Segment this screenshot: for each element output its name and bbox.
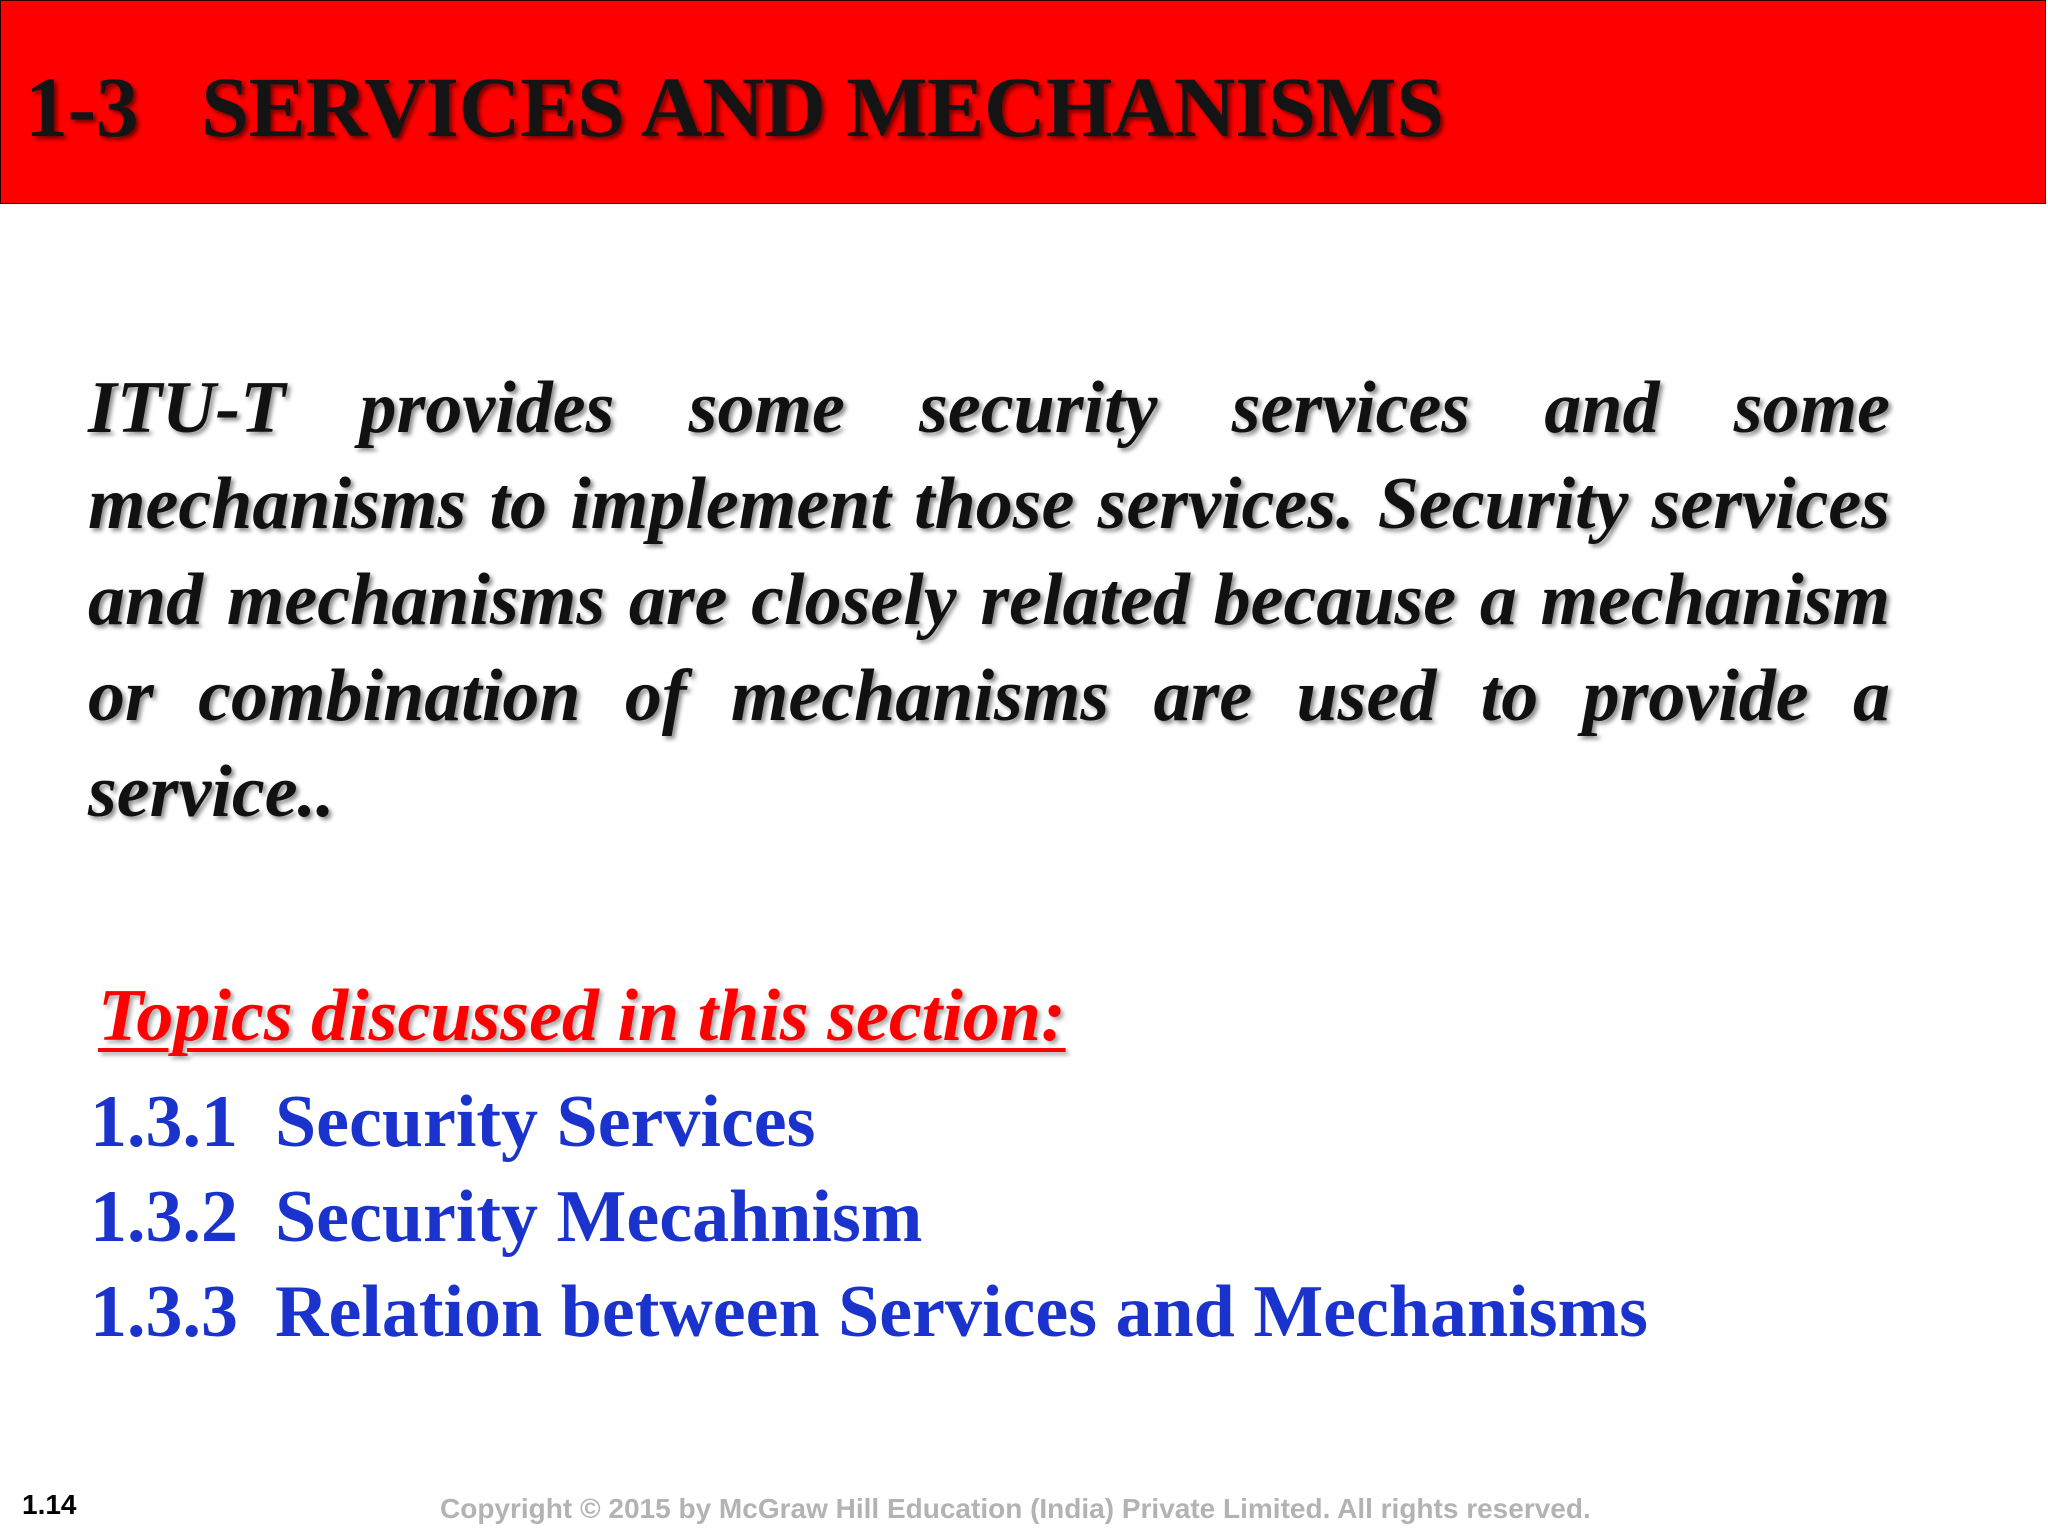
topics-heading: Topics discussed in this section: xyxy=(98,975,1066,1057)
topics-list xyxy=(90,1075,1648,1360)
title-bar xyxy=(0,0,2046,204)
slide-number: 1.14 xyxy=(22,1489,77,1520)
topic-item-1-3-2: 1.3.2 Security Mecahnism xyxy=(90,1176,923,1258)
slide-title: 1-3 SERVICES AND MECHANISMS xyxy=(25,59,1444,155)
topic-item-1-3-3: 1.3.3 Relation between Services and Mechanisms xyxy=(90,1271,1648,1353)
copyright-notice: Copyright © 2015 by McGraw Hill Education (India) Private Limited. All rights reserved. xyxy=(440,1493,1591,1524)
intro-paragraph: ITU-T provides some security services and some mechanisms to implement those services. Security services and mechanisms are closely related because a mechanism or combination of mechanisms are used to provide a service.. xyxy=(88,367,1890,833)
topic-item-1-3-1: 1.3.1 Security Services xyxy=(90,1081,816,1163)
